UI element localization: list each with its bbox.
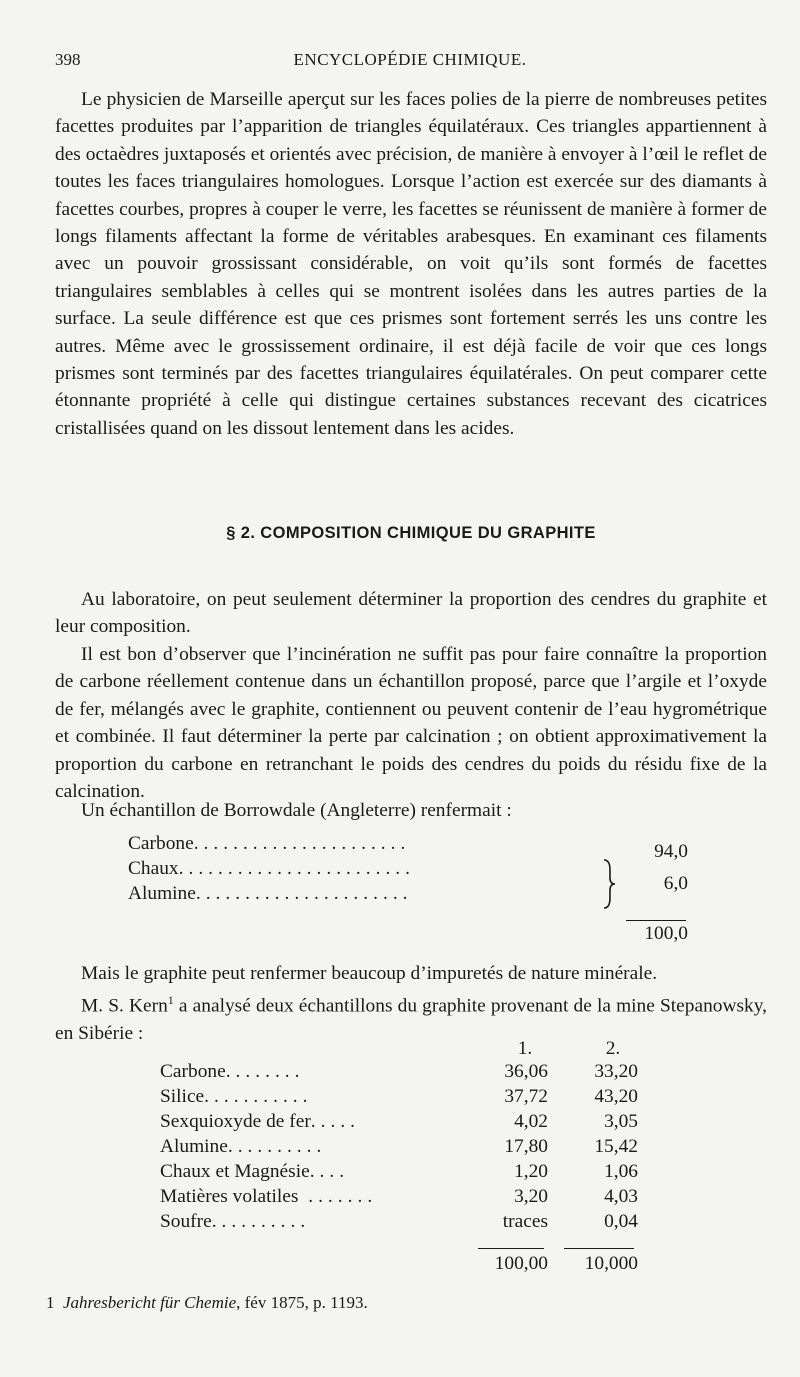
sum-rule-2 xyxy=(564,1248,634,1249)
kern-text-post: a analysé deux échantillons du graphite provenant de la mine Stepanowsky, en Sibérie : xyxy=(55,995,768,1044)
sum-rule xyxy=(626,920,686,921)
row-value-1: 1,20 xyxy=(514,1161,548,1182)
row-label: Silice xyxy=(160,1086,205,1107)
row-value-2: 4,03 xyxy=(604,1186,638,1207)
row-value-2: 3,05 xyxy=(604,1111,638,1132)
leader-dots: ........ xyxy=(225,1061,305,1082)
footnote-title: Jahresbericht für Chemie xyxy=(63,1293,237,1312)
row-value: 94,0 xyxy=(654,841,688,862)
leader-dots: ..... xyxy=(310,1111,361,1132)
row-value-2: 15,42 xyxy=(594,1136,638,1157)
row-value: 6,0 xyxy=(663,873,688,894)
leader-dots: .......... xyxy=(211,1211,311,1232)
row-value-2: 33,20 xyxy=(594,1061,638,1082)
row-value-2: 43,20 xyxy=(594,1086,638,1107)
table-row xyxy=(160,1186,640,1212)
footnote xyxy=(46,1293,368,1313)
row-label: Matières volatiles xyxy=(160,1186,299,1207)
row-label: Alumine xyxy=(128,883,196,904)
table-total: 100,0 xyxy=(644,923,688,944)
total-value-1: 100,00 xyxy=(494,1253,548,1274)
table-row xyxy=(160,1211,640,1237)
row-value-1: 4,02 xyxy=(514,1111,548,1132)
row-label: Alumine xyxy=(160,1136,228,1157)
footnote-number: 1 xyxy=(46,1293,55,1312)
section-title: § 2. COMPOSITION CHIMIQUE DU GRAPHITE xyxy=(226,524,596,542)
paragraph-incineration: Il est bon d’observer que l’incinération ne suffit pas pour faire connaître la proportion de carbone réellement contenue dans un échantillon proposé, parce que l’argile et l’oxyde de fer, mélangés avec le graphite, contiennent ou peuvent contenir de l’eau hygrométrique et combinée. Il faut déterminer la perte par calcination ; on obtient approximativement la proportion du carbone en retranchant le poids des cendres du poids du résidu fixe de la calcination. xyxy=(55,644,767,803)
column-header: 1. xyxy=(517,1038,533,1059)
leader-dots: ...................... xyxy=(193,833,411,854)
kern-text-pre: M. S. Kern xyxy=(81,995,168,1017)
row-value-1: 3,20 xyxy=(514,1186,548,1207)
table-row xyxy=(160,1111,640,1137)
row-value-2: 0,04 xyxy=(604,1211,638,1232)
row-value-1: traces xyxy=(502,1211,548,1232)
table-row xyxy=(160,1136,640,1162)
table-total-row xyxy=(160,1253,640,1279)
row-label: Chaux xyxy=(128,858,179,879)
row-value-1: 37,72 xyxy=(504,1086,548,1107)
page-number: 398 xyxy=(55,50,81,69)
column-header: 2. xyxy=(605,1038,621,1059)
table-row xyxy=(160,1161,640,1187)
table-row xyxy=(160,1086,640,1112)
paragraph-marseille: Le physicien de Marseille aperçut sur les faces polies de la pierre de nombreuses petites facettes produites par l’apparition de triangles équilatéraux. Ces triangles appartiennent à des octaèdres juxtaposés et orientés avec précision, de manière à envoyer à l’œil le reflet de toutes les faces triangulaires homologues. Lorsque l’action est exercée sur des diamants à facettes courbes, propres à couper le verre, les facettes se réunissent de manière à former de longs filaments affectant la forme de véritables arabesques. En examinant ces filaments avec un pouvoir grossissant considérable, on voit qu’ils sont formés de facettes triangulaires semblables à celles qui se montrent isolées dans les autres parties de la surface. La seule différence est que ces prismes sont fortement serrés les uns contre les autres. Même avec le grossissement ordinaire, il est déjà facile de voir que ces longs prismes sont terminés par des facettes triangulaires équilatérales. On peut comparer cette étonnante propriété à celle qui distingue certaines substances recevant des cicatrices cristallisées quand on les dissout lentement dans les acides. xyxy=(55,89,767,439)
row-label: Chaux et Magnésie xyxy=(160,1161,310,1182)
row-label: Sexquioxyde de fer xyxy=(160,1111,311,1132)
table-row xyxy=(128,833,688,862)
paragraph-impuretes: Mais le graphite peut renfermer beaucoup d’impuretés de nature minérale. xyxy=(81,963,658,984)
row-label: Soufre xyxy=(160,1211,212,1232)
leader-dots: ...................... xyxy=(195,883,413,904)
paragraph-borrowdale: Un échantillon de Borrowdale (Angleterre) renfermait : xyxy=(81,800,512,821)
row-value-2: 1,06 xyxy=(604,1161,638,1182)
running-title: ENCYCLOPÉDIE CHIMIQUE. xyxy=(293,50,527,69)
brace-icon xyxy=(600,858,618,910)
row-label: Carbone xyxy=(128,833,194,854)
leader-dots: ........................ xyxy=(178,858,415,879)
leader-dots: ........... xyxy=(204,1086,313,1107)
leader-dots: .......... xyxy=(227,1136,327,1157)
page-header xyxy=(55,50,765,76)
row-value-1: 17,80 xyxy=(504,1136,548,1157)
total-value-2: 10,000 xyxy=(584,1253,638,1274)
footnote-ref: 1 xyxy=(167,993,174,1007)
leader-dots: .... xyxy=(309,1161,350,1182)
paragraph-laboratoire: Au laboratoire, on peut seulement déterminer la proportion des cendres du graphite et leur composition. xyxy=(55,589,767,638)
row-value-1: 36,06 xyxy=(504,1061,548,1082)
row-label: Carbone xyxy=(160,1061,226,1082)
table-row xyxy=(160,1061,640,1087)
sum-rule-1 xyxy=(478,1248,544,1249)
footnote-rest: , fév 1875, p. 1193. xyxy=(236,1293,368,1312)
leader-dots: ....... xyxy=(298,1186,378,1207)
